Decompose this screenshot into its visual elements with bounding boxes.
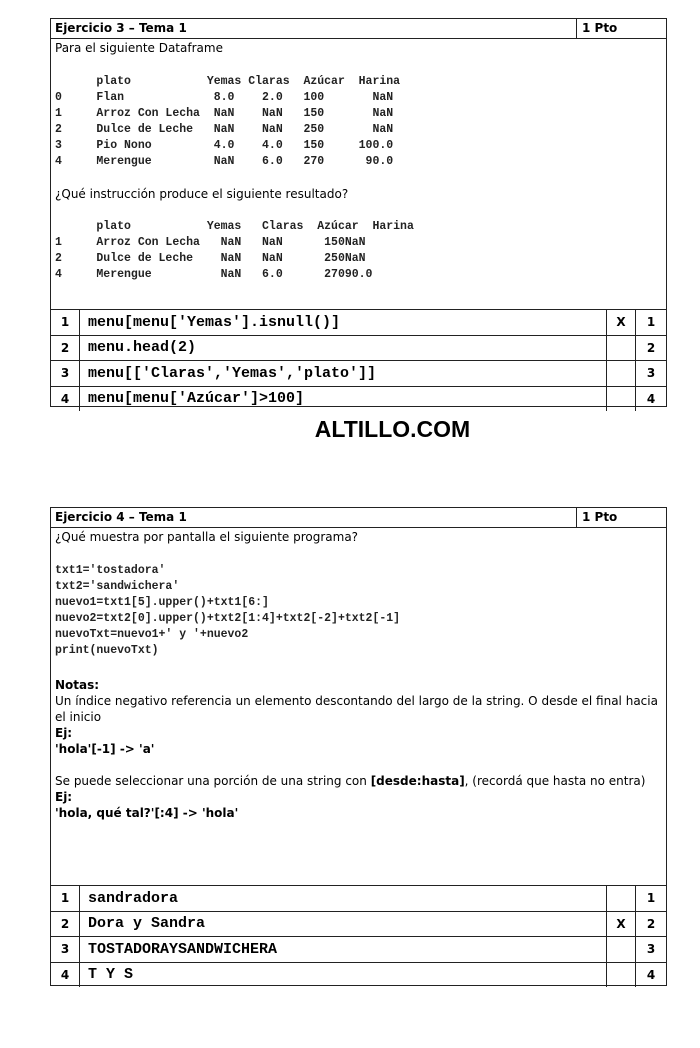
option-text: menu.head(2) <box>88 339 197 357</box>
option-row[interactable] <box>51 936 666 962</box>
answer-mark[interactable] <box>606 361 636 386</box>
note-1: Un índice negativo referencia un elemento descontando del largo de la string. O desde el final hacia el inicio <box>55 694 658 724</box>
option-number: 4 <box>51 387 80 412</box>
option-row[interactable] <box>51 911 666 937</box>
example-1: 'hola'[-1] -> 'a' <box>55 742 155 756</box>
option-text: T Y S <box>88 966 134 984</box>
option-text: TOSTADORAYSANDWICHERA <box>88 940 278 958</box>
option-text: sandradora <box>88 889 179 907</box>
example-label: Ej: <box>55 790 73 804</box>
watermark-logo: ALTILLO.COM <box>314 416 471 442</box>
option-number: 4 <box>51 963 80 988</box>
answer-mark[interactable]: X <box>606 310 636 335</box>
option-number-right: 4 <box>646 967 656 982</box>
option-number-right: 2 <box>646 916 656 931</box>
note-2: Se puede seleccionar una porción de una string con [desde:hasta], (recordá que hasta no entra) <box>55 774 646 788</box>
example-2: 'hola, qué tal?'[:4] -> 'hola' <box>55 806 239 820</box>
option-row[interactable] <box>51 335 666 361</box>
notes-label: Notas: <box>55 678 100 692</box>
answer-mark[interactable] <box>606 387 636 412</box>
options-list <box>51 309 666 411</box>
exercise-header <box>51 19 666 39</box>
answer-mark[interactable] <box>606 886 636 911</box>
options-list <box>51 885 666 987</box>
question-text: ¿Qué instrucción produce el siguiente resultado? <box>55 187 349 201</box>
answer-mark[interactable] <box>606 963 636 988</box>
dataframe-2: plato Yemas Claras Azúcar Harina 1 Arroz Con Lecha NaN NaN 150NaN 2 Dulce de Leche NaN NaN 250NaN 4 Merengue NaN 6.0 27090.0 <box>55 220 414 281</box>
option-row[interactable] <box>51 360 666 386</box>
option-row[interactable] <box>51 309 666 335</box>
option-number-right: 1 <box>646 315 656 330</box>
option-number-right: 2 <box>646 340 656 355</box>
option-number-right: 3 <box>646 366 656 381</box>
option-text: Dora y Sandra <box>88 915 206 933</box>
answer-mark[interactable] <box>606 937 636 962</box>
answer-mark[interactable]: X <box>606 912 636 937</box>
question-text: ¿Qué muestra por pantalla el siguiente programa? <box>55 530 359 544</box>
option-number-right: 3 <box>646 942 656 957</box>
option-row[interactable] <box>51 386 666 412</box>
exercise-title: Ejercicio 3 – Tema 1 <box>55 21 187 35</box>
exercise-title: Ejercicio 4 – Tema 1 <box>55 510 187 524</box>
exercise-3 <box>50 18 667 407</box>
option-text: menu[['Claras','Yemas','plato']] <box>88 364 377 382</box>
exercise-points: 1 Pto <box>576 19 666 38</box>
intro-text: Para el siguiente Dataframe <box>55 41 223 55</box>
option-number: 3 <box>51 361 80 386</box>
code-block: txt1='tostadora' txt2='sandwichera' nuevo1=txt1[5].upper()+txt1[6:] nuevo2=txt2[0].upper()+txt2[1:4]+txt2[-2]+txt2[-1] nuevoTxt=nuevo1+' y '+nuevo2 print(nuevoTxt) <box>55 564 401 657</box>
option-number-right: 1 <box>646 891 656 906</box>
exercise-4 <box>50 507 667 986</box>
option-text: menu[menu['Azúcar']>100] <box>88 390 305 408</box>
exercise-header <box>51 508 666 528</box>
option-text: menu[menu['Yemas'].isnull()] <box>88 313 341 331</box>
option-number: 1 <box>51 886 80 911</box>
dataframe-1: plato Yemas Claras Azúcar Harina 0 Flan 8.0 2.0 100 NaN 1 Arroz Con Lecha NaN NaN 150 NaN 2 Dulce de Leche NaN NaN 250 NaN 3 Pio Nono 4.0 4.0 150 100.0 4 Merengue NaN 6.0 270 90.0 <box>55 75 401 168</box>
option-number: 2 <box>51 912 80 937</box>
option-number: 3 <box>51 937 80 962</box>
option-number-right: 4 <box>646 391 656 406</box>
exercise-points: 1 Pto <box>576 508 666 527</box>
example-label: Ej: <box>55 726 73 740</box>
option-number: 1 <box>51 310 80 335</box>
answer-mark[interactable] <box>606 336 636 361</box>
option-row[interactable] <box>51 962 666 988</box>
option-number: 2 <box>51 336 80 361</box>
option-row[interactable] <box>51 885 666 911</box>
